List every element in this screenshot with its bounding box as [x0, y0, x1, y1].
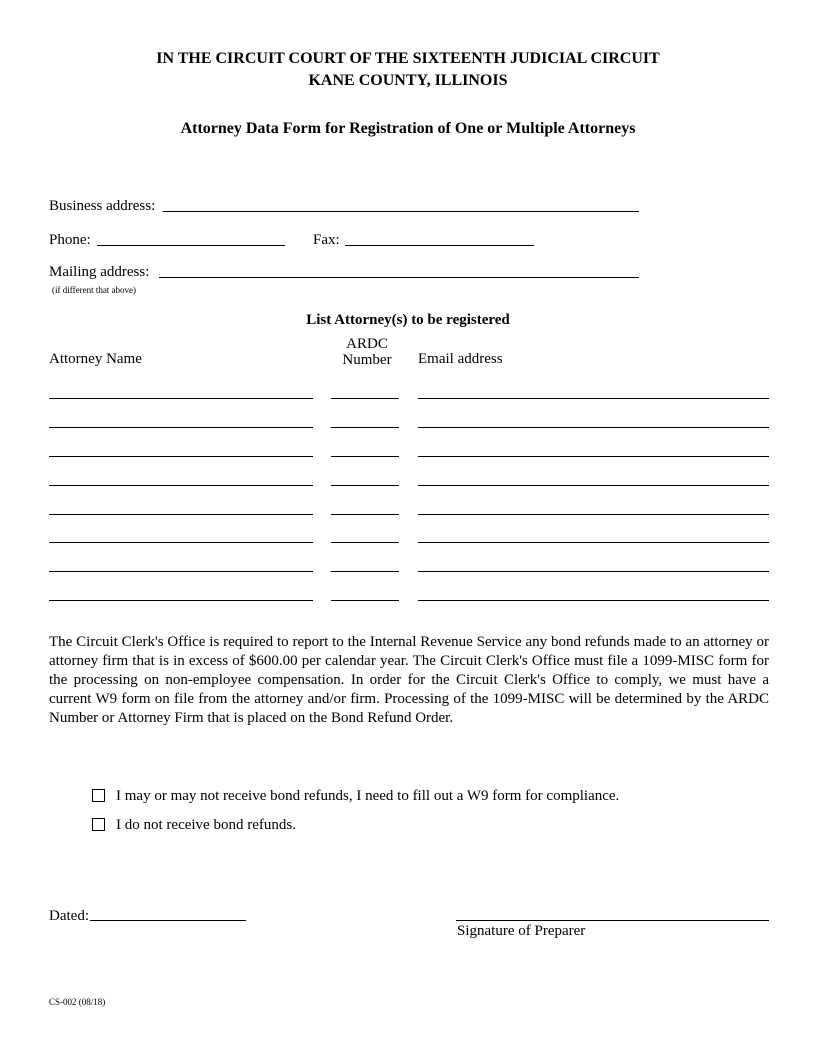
ardc-number-field[interactable]: [331, 600, 399, 601]
email-address-field[interactable]: [418, 600, 769, 601]
column-header-email: Email address: [418, 351, 503, 367]
attorney-name-field[interactable]: [49, 542, 313, 543]
mailing-address-note: (if different that above): [52, 285, 137, 295]
form-code: CS-002 (08/18): [49, 997, 106, 1007]
fax-label: Fax:: [313, 232, 340, 248]
column-header-ardc-line1: ARDC: [346, 336, 388, 352]
dated-field[interactable]: [90, 920, 246, 921]
business-address-field[interactable]: [163, 211, 639, 212]
column-header-attorney-name: Attorney Name: [49, 351, 142, 367]
option-no-refunds-label: I do not receive bond refunds.: [116, 817, 296, 833]
column-header-ardc: [332, 336, 402, 368]
attorney-name-field[interactable]: [49, 514, 313, 515]
notice-paragraph: The Circuit Clerk's Office is required to report to the Internal Revenue Service any bond refunds made to an attorney or attorney firm that is in excess of $600.00 per calendar year. The Circuit Clerk's Office must file a 1099-MISC form for the processing on non-employee compensation. In order for the Circuit Clerk's Office to comply, we must have a current W9 form on file from the attorney and/or firm. Processing of the 1099-MISC will be determined by the ARDC Number or Attorney Firm that is placed on the Bond Refund Order.: [49, 634, 769, 726]
county-name: KANE COUNTY, ILLINOIS: [308, 72, 508, 89]
option-w9-label: I may or may not receive bond refunds, I need to fill out a W9 form for compliance.: [116, 788, 620, 804]
court-name: IN THE CIRCUIT COURT OF THE SIXTEENTH JUDICIAL CIRCUIT: [156, 50, 660, 67]
email-address-field[interactable]: [418, 571, 769, 572]
attorney-name-field[interactable]: [49, 571, 313, 572]
signature-line[interactable]: [456, 920, 769, 921]
column-header-ardc-line2: Number: [342, 352, 392, 368]
form-title: Attorney Data Form for Registration of One or Multiple Attorneys: [180, 120, 636, 137]
email-address-field[interactable]: [418, 514, 769, 515]
option-no-refunds-checkbox[interactable]: [92, 818, 105, 831]
email-address-field[interactable]: [418, 542, 769, 543]
business-address-label: Business address:: [49, 198, 156, 214]
option-w9-checkbox[interactable]: [92, 789, 105, 802]
attorney-name-field[interactable]: [49, 456, 313, 457]
mailing-address-label: Mailing address:: [49, 264, 150, 280]
email-address-field[interactable]: [418, 485, 769, 486]
ardc-number-field[interactable]: [331, 514, 399, 515]
email-address-field[interactable]: [418, 427, 769, 428]
ardc-number-field[interactable]: [331, 571, 399, 572]
signature-label: Signature of Preparer: [457, 923, 586, 939]
mailing-address-field[interactable]: [159, 277, 639, 278]
attorney-list-heading: List Attorney(s) to be registered: [306, 312, 510, 328]
attorney-name-field[interactable]: [49, 398, 313, 399]
attorney-name-field[interactable]: [49, 427, 313, 428]
fax-field[interactable]: [345, 245, 534, 246]
ardc-number-field[interactable]: [331, 456, 399, 457]
email-address-field[interactable]: [418, 456, 769, 457]
email-address-field[interactable]: [418, 398, 769, 399]
attorney-name-field[interactable]: [49, 485, 313, 486]
phone-field[interactable]: [97, 245, 285, 246]
ardc-number-field[interactable]: [331, 542, 399, 543]
phone-label: Phone:: [49, 232, 91, 248]
ardc-number-field[interactable]: [331, 427, 399, 428]
ardc-number-field[interactable]: [331, 485, 399, 486]
attorney-name-field[interactable]: [49, 600, 313, 601]
dated-label: Dated:: [49, 908, 89, 924]
ardc-number-field[interactable]: [331, 398, 399, 399]
